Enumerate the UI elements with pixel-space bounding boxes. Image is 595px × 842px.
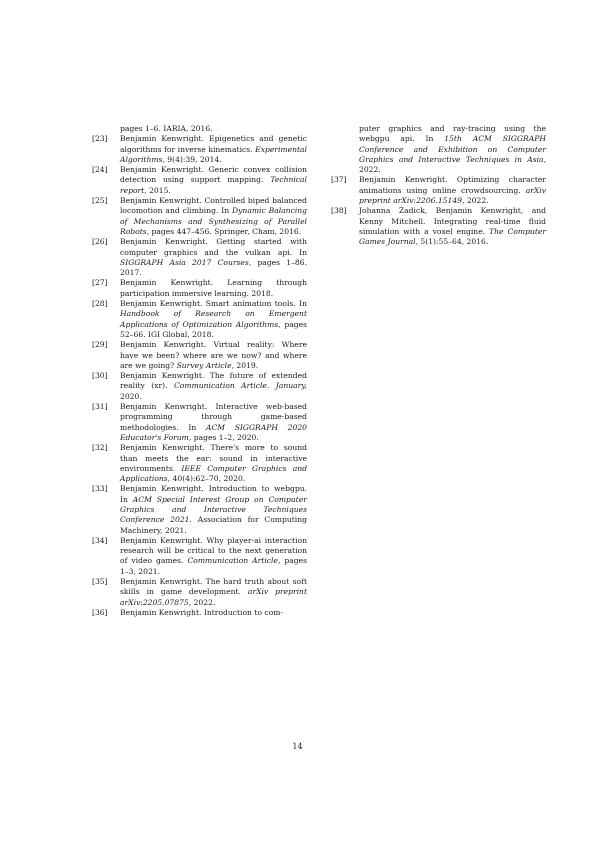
reference-entry <box>92 577 307 608</box>
ref-number: [38] <box>331 206 347 216</box>
ref-venue: Dynamic Balancing of Mechanisms and Synthesizing of Parallel Robots, <box>120 206 308 236</box>
page-number: 14 <box>292 742 303 751</box>
ref-details: pages 52–66. IGI Global, 2018. <box>120 319 307 339</box>
ref-details: pages 1–2, 2020. <box>193 432 259 442</box>
ref-number: [32] <box>92 443 108 453</box>
reference-entry <box>92 278 307 299</box>
ref-text: Benjamin Kenwright. Smart animation tools. In <box>120 299 307 309</box>
reference-entry <box>92 237 307 278</box>
reference-entry <box>92 484 307 535</box>
ref-number: [36] <box>92 607 108 617</box>
ref-text: Benjamin Kenwright. Interactive web-based programming through game-based methodologies. In <box>120 402 307 432</box>
reference-entry <box>92 608 307 618</box>
ref-number: [27] <box>92 278 108 288</box>
reference-entry <box>92 536 307 577</box>
ref-details: 2015. <box>149 185 171 195</box>
reference-entry <box>92 402 307 443</box>
ref-text: Benjamin Kenwright. Getting started with computer graphics and the vulkan api. In <box>120 237 307 257</box>
reference-entry <box>92 134 307 165</box>
reference-entry <box>92 299 307 340</box>
ref-details: 5(1):55–64, 2016. <box>420 237 489 247</box>
ref-venue: ACM SIGGRAPH 2020 Educator's Forum, <box>120 422 307 442</box>
ref-venue: Survey Article, <box>176 360 234 370</box>
ref-text: Benjamin Kenwright. The future of extended reality (xr). <box>120 371 307 391</box>
reference-entry <box>92 443 307 484</box>
ref-text: Johanna Zadick, Benjamin Kenwright, and Kenny Mitchell. Integrating real-time fluid simulation with a voxel engine. <box>359 206 546 236</box>
ref-details: 2022. <box>466 196 489 206</box>
ref-number: [37] <box>331 175 347 185</box>
ref-number: [28] <box>92 299 108 309</box>
reference-entry <box>92 196 307 237</box>
ref-details: 2019. <box>236 360 259 370</box>
ref-text: Benjamin Kenwright. The hard truth about soft skills in game development. <box>120 577 307 597</box>
ref-venue: ACM Special Interest Group on Computer Graphics and Interactive Techniques Conference 2021. <box>120 494 307 525</box>
ref-venue: Handbook of Research on Emergent Applications of Optimization Algorithms, <box>120 309 307 329</box>
ref-details: pages 1–86. 2017. <box>120 257 308 278</box>
right-column <box>331 124 546 248</box>
ref-details: 40(4):62–70, 2020. <box>172 474 246 484</box>
ref-venue: 15th ACM SIGGRAPH Conference and Exhibition on Computer Graphics and Interactive Techniques in Asia, <box>359 134 546 164</box>
ref-venue: Technical report, <box>120 175 307 195</box>
ref-text: Benjamin Kenwright. Optimizing character animations using online crowdsourcing. <box>359 175 546 195</box>
ref-text: Benjamin Kenwright. Learning through participation immersive learning. 2018. <box>120 278 307 298</box>
left-reference-list <box>92 134 307 618</box>
right-reference-list <box>331 175 546 247</box>
ref-text: puter graphics and ray-tracing using the webgpu api. In <box>359 124 546 144</box>
ref-number: [24] <box>92 165 108 175</box>
ref-text: Benjamin Kenwright. Epigenetics and genetic algorithms for inverse kinematics. <box>120 134 307 154</box>
ref-text: Benjamin Kenwright. There's more to sound than meets the ear: sound in interactive environments. <box>120 443 307 473</box>
ref-details: 2022. <box>193 597 216 607</box>
ref-text: Benjamin Kenwright. Controlled biped balanced locomotion and climbing. In <box>120 196 307 216</box>
reference-entry <box>92 165 307 196</box>
ref-details: pages 1–3, 2021. <box>120 556 308 576</box>
ref-number: [33] <box>92 484 108 494</box>
reference-entry <box>331 206 546 247</box>
ref-details: 9(4):39, 2014. <box>167 154 222 164</box>
ref-details: 2020. <box>120 391 142 401</box>
ref-venue: arXiv preprint arXiv:2206.15149, <box>359 185 547 206</box>
ref-text: Benjamin Kenwright. Why player-ai interaction research will be critical to the next generation of video games. <box>120 535 307 566</box>
ref-details: 2022. <box>359 165 381 175</box>
ref-venue: IEEE Computer Graphics and Applications, <box>120 463 307 484</box>
ref-number: [23] <box>92 134 108 144</box>
ref-number: [26] <box>92 237 108 247</box>
ref-number: [30] <box>92 371 108 381</box>
ref-text: Benjamin Kenwright. Introduction to com- <box>120 607 283 617</box>
ref-number: [25] <box>92 196 108 206</box>
ref-number: [31] <box>92 402 108 412</box>
ref-venue: arXiv preprint arXiv:2205.07875, <box>120 587 307 607</box>
ref-text: Benjamin Kenwright. Generic convex collision detection using support mapping. <box>120 165 307 185</box>
ref-details: Association for Computing Machinery, 2021. <box>120 515 307 535</box>
ref-number: [29] <box>92 340 108 350</box>
ref-details: pages 447–456. Springer, Cham, 2016. <box>151 226 302 236</box>
reference-continuation-36 <box>331 124 546 175</box>
reference-entry <box>331 175 546 206</box>
ref-number: [34] <box>92 535 108 545</box>
ref-number: [35] <box>92 577 108 587</box>
ref-venue: Experimental Algorithms, <box>120 144 307 164</box>
ref-venue: Communication Article. January, <box>174 381 307 391</box>
ref-text: Benjamin Kenwright. Virtual reality: Where have we been? where are we now? and where are we going? <box>120 340 307 370</box>
ref-venue: The Computer Games Journal, <box>359 226 546 247</box>
reference-continuation: pages 1–6. IARIA, 2016. <box>120 124 213 133</box>
ref-venue: Communication Article, <box>187 556 281 566</box>
reference-entry <box>92 371 307 402</box>
ref-text: Benjamin Kenwright. Introduction to webgpu. In <box>120 484 307 504</box>
left-column <box>92 124 307 618</box>
ref-venue: SIGGRAPH Asia 2017 Courses, <box>120 257 252 267</box>
reference-entry <box>92 340 307 371</box>
